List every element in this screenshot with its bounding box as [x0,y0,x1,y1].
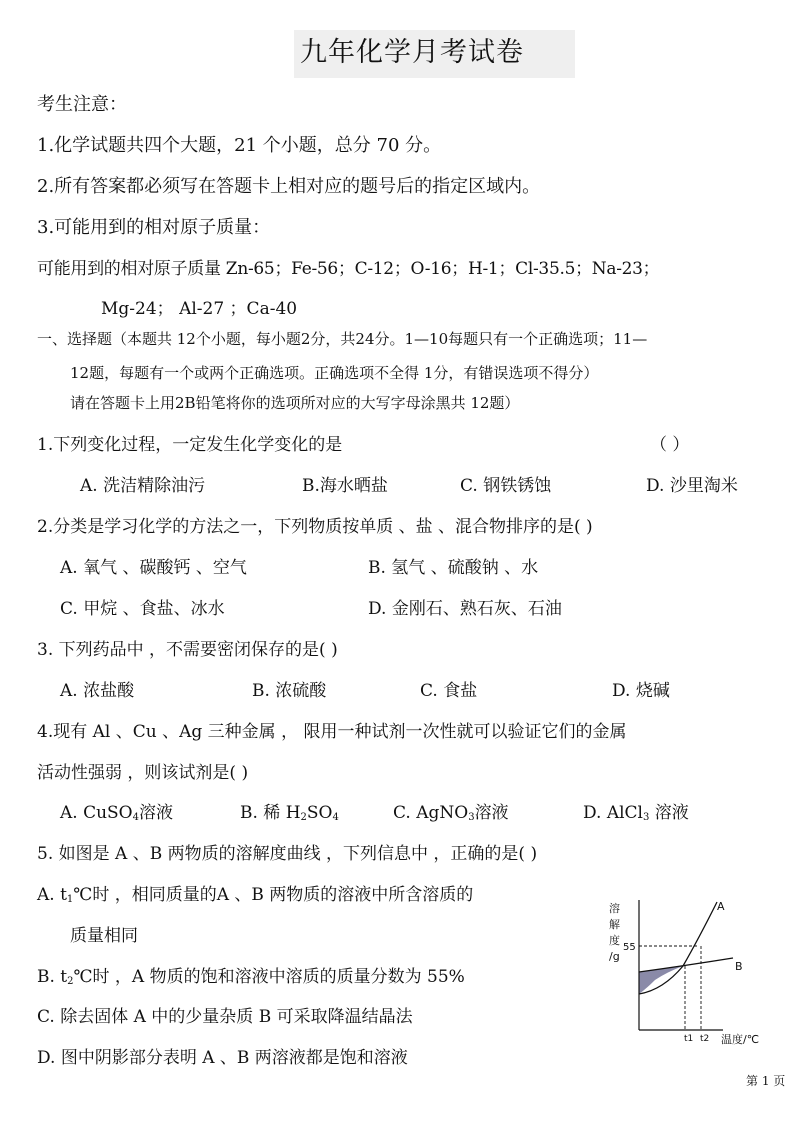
graph-xlabel: 温度/℃ [721,1033,760,1046]
q5-option-d: D. 图中阴影部分表明 A 、B 两溶液都是饱和溶液 [37,1048,408,1068]
graph-ylabel-3: 度 [609,934,620,947]
q2-option-a: A. 氧气 、碳酸钙 、空气 [60,558,247,578]
section-instructions-line-3: 请在答题卡上用2B铅笔将你的选项所对应的大写字母涂黑共 12题） [70,394,520,412]
graph-ylabel-2: 解 [609,918,620,931]
t1-tick-label: t1 [684,1034,694,1044]
q4-stem-line-1: 4.现有 Al 、Cu 、Ag 三种金属 ， 限用一种试剂一次性就可以验证它们的金属 [37,722,627,742]
q1-answer-bracket: （ ） [650,435,690,455]
notice-item-1: 1.化学试题共四个大题，21 个小题，总分 70 分。 [37,135,442,156]
q5-option-a-line-2: 质量相同 [70,926,138,946]
notice-heading: 考生注意： [37,94,127,115]
solubility-curve-graph [603,890,793,1050]
q5-stem: 5. 如图是 A 、B 两物质的溶解度曲线 ，下列信息中 ，正确的是( ) [37,844,538,864]
q3-option-b: B. 浓硫酸 [252,681,327,701]
atomic-masses-line-1: 可能用到的相对原子质量 Zn-65；Fe-56；C-12；O-16；H-1；Cl-35.5；Na-23； [37,259,660,279]
q3-option-a: A. 浓盐酸 [60,681,135,701]
q5-option-b: B. $t_2℃$时 ，A 物质的饱和溶液中溶质的质量分数为 55% [37,967,465,987]
q4-stem-line-2: 活动性强弱 ，则该试剂是( ) [37,763,249,783]
page-title: 九年化学月考试卷 [300,37,524,68]
graph-value-55: 55 [623,942,636,953]
q4-option-d: D. AlCl$_3$ 溶液 [583,803,689,823]
section-instructions-line-2: 12题，每题有一个或两个正确选项。正确选项不全得 1分，有错误选项不得分） [70,364,599,382]
atomic-masses-line-2: Mg-24； Al-27 ；Ca-40 [101,299,298,319]
q2-option-c: C. 甲烷 、食盐、冰水 [60,599,225,619]
section-instructions-line-1: 一、选择题（本题共 12个小题，每小题2分，共24分。1—10每题只有一个正确选项；11— [37,330,648,348]
q1-stem: 1.下列变化过程，一定发生化学变化的是 [37,435,343,455]
q1-option-a: A. 洗洁精除油污 [80,476,206,496]
q3-stem: 3. 下列药品中 ，不需要密闭保存的是( ) [37,640,338,660]
q4-option-b: B. 稀 $H_2SO_4$ [240,803,339,823]
q1-option-b: B.海水晒盐 [302,476,388,496]
graph-ylabel-1: 溶 [609,902,620,915]
shaded-region [639,966,683,994]
q2-option-d: D. 金刚石、熟石灰、石油 [368,599,562,619]
q5-option-a: A. $t_1℃$时 ，相同质量的A 、B 两物质的溶液中所含溶质的 [37,885,474,905]
page-number: 第 1 页 [746,1074,786,1088]
q4-option-a: A. CuSO$_4$溶液 [60,803,173,823]
curve-a-label: A [717,900,725,913]
q1-option-d: D. 沙里淘米 [646,476,738,496]
q2-option-b: B. 氢气 、硫酸钠 、水 [368,558,539,578]
curve-b-label: B [735,960,743,973]
q4-option-c: C. AgNO$_3$溶液 [393,803,509,823]
notice-item-3: 3.可能用到的相对原子质量： [37,217,271,238]
q1-option-c: C. 钢铁锈蚀 [460,476,552,496]
q3-option-c: C. 食盐 [420,681,478,701]
q2-stem: 2.分类是学习化学的方法之一，下列物质按单质 、盐 、混合物排序的是( ) [37,517,593,537]
q5-option-c: C. 除去固体 A 中的少量杂质 B 可采取降温结晶法 [37,1007,413,1027]
t2-tick-label: t2 [700,1034,710,1044]
graph-ylabel-4: /g [609,950,620,963]
q3-option-d: D. 烧碱 [612,681,670,701]
notice-item-2: 2.所有答案都必须写在答题卡上相对应的题号后的指定区域内。 [37,176,541,197]
